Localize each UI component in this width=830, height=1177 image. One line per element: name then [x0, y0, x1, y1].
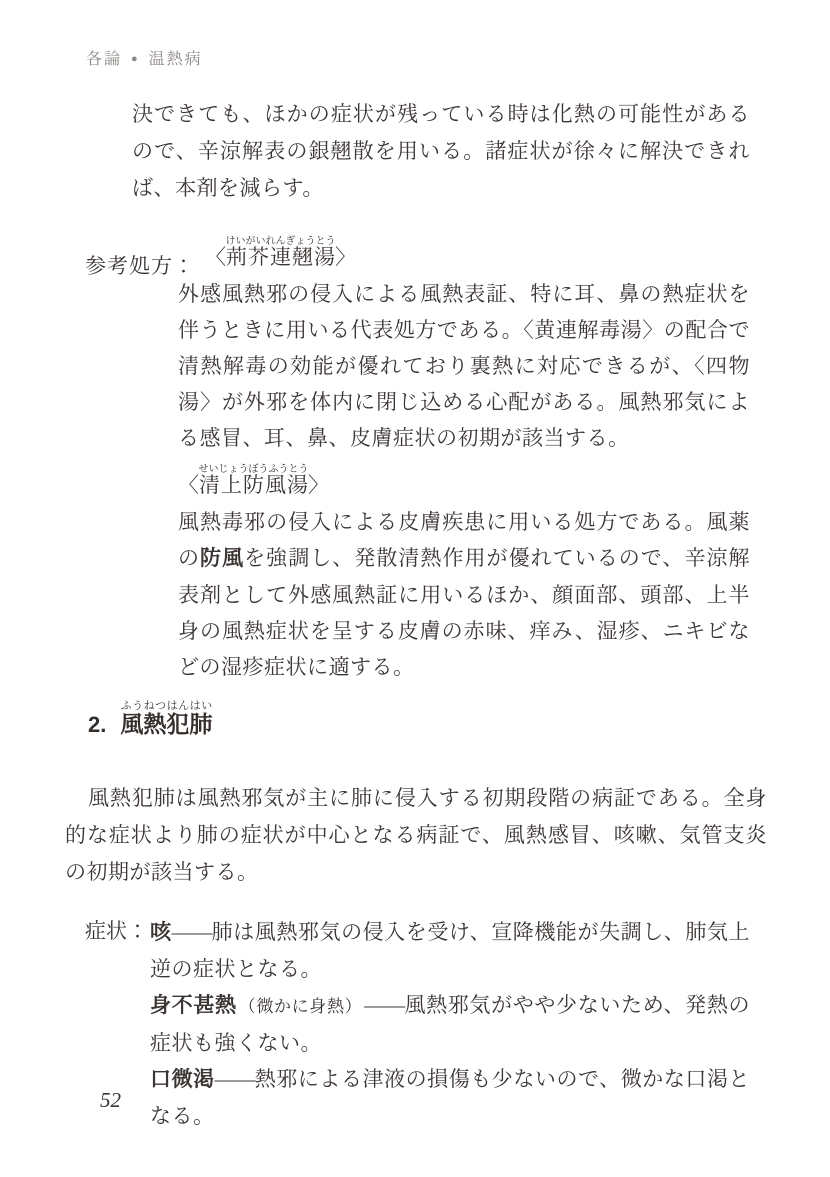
symptom-description: 肺は風熱邪気の侵入を受け、宣降機能が失調し、肺気上逆の症状となる。: [150, 920, 750, 981]
section-bullet-icon: ●: [131, 53, 140, 65]
formula-kanji: 清上防風湯: [198, 474, 309, 498]
em-dash: ——: [214, 1067, 255, 1091]
formula-heading-keigairengyoto: [178, 236, 750, 270]
symptoms-label: 症状：: [85, 920, 148, 943]
formula-name: [205, 236, 356, 269]
formula-kanji: 荊芥連翹湯: [225, 246, 336, 269]
running-head-section: 各論: [86, 51, 123, 68]
symptom-item-cough: [150, 914, 750, 987]
section-intro-paragraph: 風熱犯肺は風熱邪気が主に肺に侵入する初期段階の病証である。全身的な症状より肺の症状が中心となる病証で、風熱感冒、咳嗽、気管支炎の初期が該当する。: [65, 786, 767, 884]
formula-description: [178, 504, 750, 685]
symptom-item-mild-fever: [150, 987, 750, 1061]
bracket-open: 〈: [205, 246, 226, 269]
symptom-term: 口微渇: [150, 1068, 215, 1091]
section-title-furigana: ふうねつはんはい: [120, 700, 213, 712]
reference-prescriptions-block: [85, 236, 751, 693]
description-text: 風熱毒邪の侵入による皮膚疾患に用いる処方である。風薬の: [178, 510, 750, 571]
formula-description: 外感風熱邪の侵入による風熱表証、特に耳、鼻の熱症状を伴うときに用いる代表処方である。〈黄連解毒湯〉の配合で清熱解毒の効能が優れており裏熱に対応できるが、〈四物湯〉が外邪を体内に閉じ込める心配がある。風熱邪気による感冒、耳、鼻、皮膚症状の初期が該当する。: [178, 282, 750, 451]
section-heading-funetsuhanpai: [88, 700, 212, 739]
symptom-term: 咳: [150, 921, 172, 944]
em-dash: ——: [364, 993, 405, 1017]
formula-furigana: けいがいれんぎょうとう: [225, 236, 336, 247]
symptom-term: 身不甚熱: [150, 994, 237, 1017]
intro-paragraph: 決できても、ほかの症状が残っている時は化熱の可能性があるので、辛涼解表の銀翹散を用いる。諸症状が徐々に解決できれば、本剤を減らす。: [132, 102, 750, 200]
bracket-close: 〉: [335, 246, 356, 269]
bofu-bold-term: 防風: [200, 547, 245, 571]
bracket-open: 〈: [178, 474, 199, 498]
formula-name: [178, 464, 329, 498]
description-text: を強調し、発散清熱作用が優れているので、辛涼解表剤として外感風熱証に用いるほか、顔面部、頭部、上半身の風熱症状を呈する皮膚の赤味、痒み、湿疹、ニキビなどの湿疹症状に適する。: [178, 546, 751, 680]
page-number: 52: [100, 1088, 121, 1112]
em-dash: ——: [171, 920, 212, 944]
formula-ruby: [225, 236, 336, 269]
bracket-close: 〉: [308, 474, 329, 498]
symptom-item-slight-thirst: [150, 1061, 750, 1134]
section-title-ruby: [120, 700, 213, 737]
symptom-description: 熱邪による津液の損傷も少ないので、微かな口渇となる。: [150, 1067, 751, 1128]
running-head: [86, 46, 203, 69]
formula-heading-seijobofuto: [178, 464, 750, 498]
running-head-chapter: 温熱病: [148, 51, 203, 68]
formula-ruby: [198, 464, 309, 498]
reference-label: 参考処方：: [85, 255, 195, 278]
formula-furigana: せいじょうぼうふうとう: [198, 464, 309, 476]
symptom-description: 風熱邪気がやや少ないため、発熱の症状も強くない。: [150, 993, 751, 1055]
section-title: 風熱犯肺: [120, 711, 213, 737]
symptom-note: （微かに身熱）: [238, 997, 363, 1016]
section-number: 2.: [88, 712, 107, 737]
